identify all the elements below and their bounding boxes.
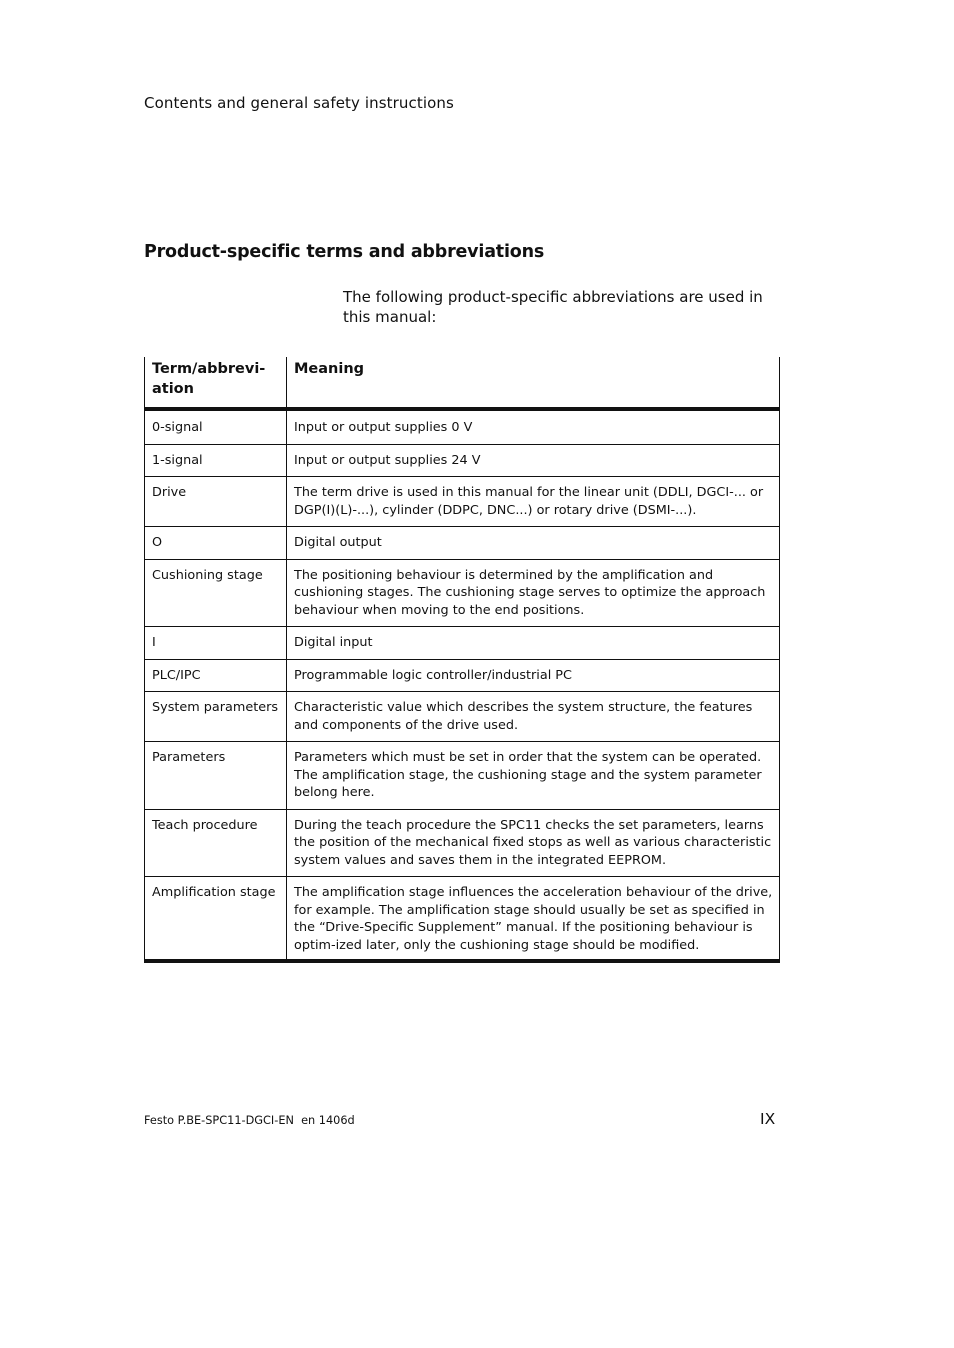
term-cell: O bbox=[145, 527, 287, 560]
table-row bbox=[145, 877, 780, 962]
meaning-cell: Parameters which must be set in order that the system can be operated. The amplification stage, the cushioning stage and the system parameter belong here. bbox=[287, 742, 780, 810]
term-cell: Cushioning stage bbox=[145, 559, 287, 627]
term-cell: Amplification stage bbox=[145, 877, 287, 962]
meaning-cell: The term drive is used in this manual for the linear unit (DDLI, DGCI-... or DGP(I)(L)-...), cylinder (DDPC, DNC...) or rotary drive (DSMI-...). bbox=[287, 477, 780, 527]
term-cell: Drive bbox=[145, 477, 287, 527]
table-row bbox=[145, 742, 780, 810]
meaning-cell: During the teach procedure the SPC11 checks the set parameters, learns the position of the mechanical fixed stops as well as various characteristic system values and saves them in the integrated EEPROM. bbox=[287, 809, 780, 877]
section-title: Product-specific terms and abbreviations bbox=[144, 242, 545, 262]
table-row bbox=[145, 527, 780, 560]
term-cell: 0-signal bbox=[145, 409, 287, 444]
term-cell: Parameters bbox=[145, 742, 287, 810]
header-meaning: Meaning bbox=[287, 357, 780, 409]
table-row bbox=[145, 659, 780, 692]
table-header-row bbox=[145, 357, 780, 409]
meaning-cell: Characteristic value which describes the system structure, the features and components of the drive used. bbox=[287, 692, 780, 742]
meaning-cell: Digital input bbox=[287, 627, 780, 660]
table-row bbox=[145, 477, 780, 527]
table-row bbox=[145, 692, 780, 742]
meaning-cell: Digital output bbox=[287, 527, 780, 560]
table-row bbox=[145, 627, 780, 660]
table-row bbox=[145, 444, 780, 477]
term-cell: I bbox=[145, 627, 287, 660]
header-term: Term/abbrevi- ation bbox=[145, 357, 287, 409]
term-cell: PLC/IPC bbox=[145, 659, 287, 692]
term-cell: 1-signal bbox=[145, 444, 287, 477]
footer-document-id: Festo P.BE-SPC11-DGCI-EN en 1406d bbox=[144, 1114, 355, 1127]
intro-paragraph: The following product-specific abbreviations are used in this manual: bbox=[343, 288, 763, 326]
running-head: Contents and general safety instructions bbox=[144, 94, 454, 112]
table-row bbox=[145, 559, 780, 627]
meaning-cell: The positioning behaviour is determined by the amplification and cushioning stages. The cushioning stage serves to optimize the approach behaviour when moving to the end positions. bbox=[287, 559, 780, 627]
meaning-cell: The amplification stage influences the acceleration behaviour of the drive, for example. The amplification stage should usually be set as specified in the “Drive-Specific Supplement” manual. If the positioning behaviour is optim-ized later, only the cushioning stage should be modified. bbox=[287, 877, 780, 962]
table-row bbox=[145, 409, 780, 444]
meaning-cell: Programmable logic controller/industrial PC bbox=[287, 659, 780, 692]
footer-page-number: IX bbox=[760, 1110, 776, 1128]
table-row bbox=[145, 809, 780, 877]
term-cell: Teach procedure bbox=[145, 809, 287, 877]
meaning-cell: Input or output supplies 24 V bbox=[287, 444, 780, 477]
term-cell: System parameters bbox=[145, 692, 287, 742]
abbreviations-table bbox=[144, 357, 780, 963]
meaning-cell: Input or output supplies 0 V bbox=[287, 409, 780, 444]
